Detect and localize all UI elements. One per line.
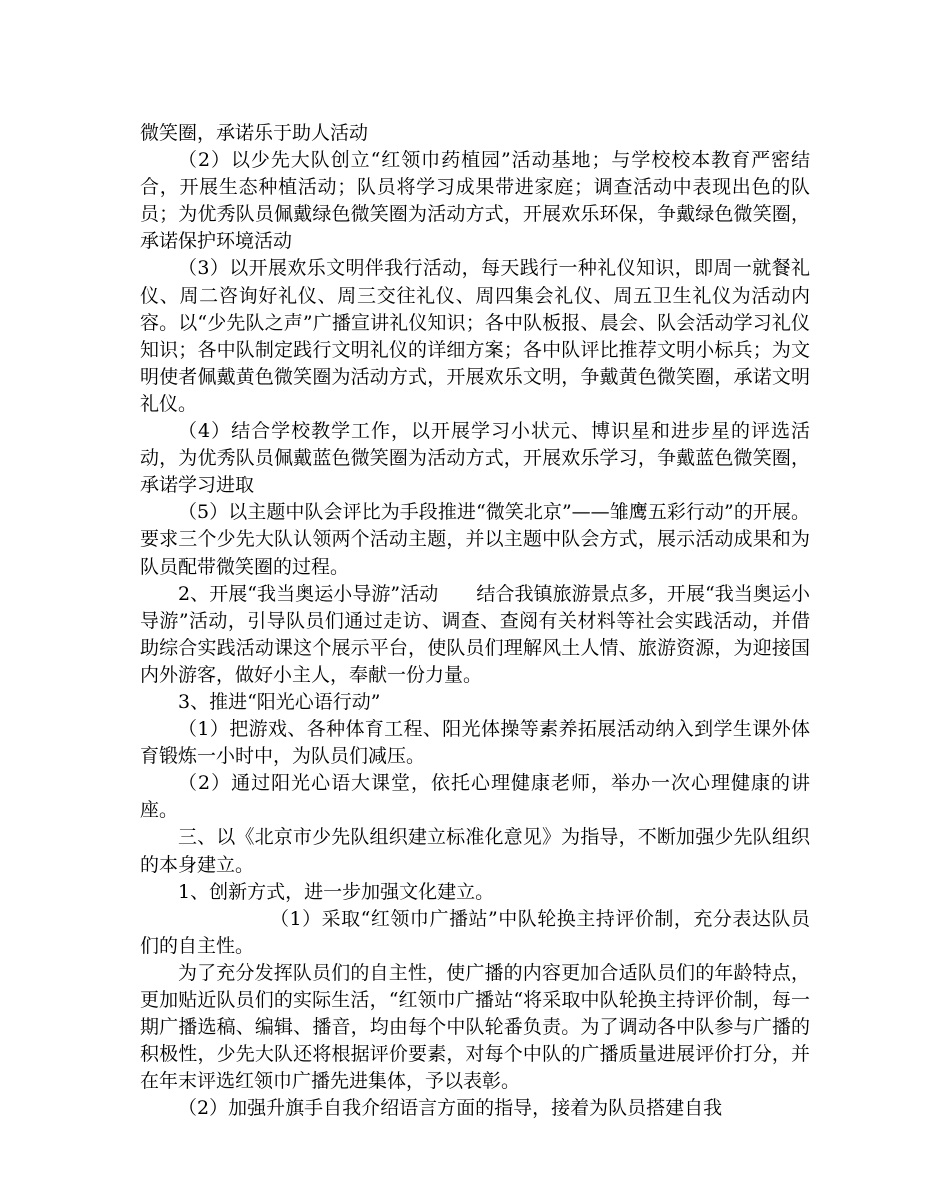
paragraph: （4）结合学校教学工作，以开展学习小状元、博识星和进步星的评选活动，为优秀队员佩戴蓝色微笑圈为活动方式，开展欢乐学习，争戴蓝色微笑圈，承诺学习进取 xyxy=(140,420,810,497)
paragraph: （1）采取“红领巾广播站”中队轮换主持评价制，充分表达队员们的自主性。 xyxy=(140,907,810,957)
paragraph: （5）以主题中队会评比为手段推进“微笑北京”——雏鹰五彩行动”的开展。要求三个少先大队认领两个活动主题，并以主题中队会方式，展示活动成果和为队员配带微笑圈的过程。 xyxy=(140,501,810,578)
paragraph: 3、推进“阳光心语行动” xyxy=(178,690,381,713)
paragraph: （3）以开展欢乐文明伴我行活动，每天践行一种礼仪知识，即周一就餐礼仪、周二咨询好礼仪、周三交往礼仪、周四集会礼仪、周五卫生礼仪为活动内容。以“少先队之声”广播宣讲礼仪知识；各中队板报、晨会、队会活动学习礼仪知识；各中队制定践行文明礼仪的详细方案；各中队评比推荐文明小标兵；为文明使者佩戴黄色微笑圈为活动方式，开展欢乐文明，争戴黄色微笑圈，承诺文明礼仪。 xyxy=(140,257,810,415)
document-body xyxy=(140,120,810,1122)
paragraph: 2、开展“我当奥运小导游”活动 结合我镇旅游景点多，开展“我当奥运小导游”活动，引导队员们通过走访、调查、查阅有关材料等社会实践活动，并借助综合实践活动课这个展示平台，使队员们理解风土人情、旅游资源，为迎接国内外游客，做好小主人，奉献一份力量。 xyxy=(140,582,810,686)
paragraph: （1）把游戏、各种体育工程、阳光体操等素养拓展活动纳入到学生课外体育锻炼一小时中，为队员们减压。 xyxy=(140,718,810,768)
paragraph: 三、以《北京市少先队组织建立标准化意见》为指导，不断加强少先队组织的本身建立。 xyxy=(140,826,810,876)
paragraph: 1、创新方式，进一步加强文化建立。 xyxy=(178,880,495,903)
paragraph: 微笑圈，承诺乐于助人活动 xyxy=(140,122,369,144)
paragraph: 为了充分发挥队员们的自主性，使广播的内容更加合适队员们的年龄特点，更加贴近队员们的实际生活，“红领巾广播站“将采取中队轮换主持评价制，每一期广播选稿、编辑、播音，均由每个中队轮番负责。为了调动各中队参与广播的积极性，少先大队还将根据评价要素，对每个中队的广播质量进展评价打分，并在年末评选红领巾广播先进集体，予以表彰。 xyxy=(140,961,810,1093)
paragraph: （2）通过阳光心语大课堂，依托心理健康老师，举办一次心理健康的讲座。 xyxy=(140,772,810,822)
paragraph: （2）加强升旗手自我介绍语言方面的指导，接着为队员搭建自我 xyxy=(178,1097,723,1120)
paragraph: （2）以少先大队创立“红领巾药植园”活动基地；与学校校本教育严密结合，开展生态种植活动；队员将学习成果带进家庭；调查活动中表现出色的队员；为优秀队员佩戴绿色微笑圈为活动方式，开展欢乐环保，争戴绿色微笑圈，承诺保护环境活动 xyxy=(140,149,810,253)
